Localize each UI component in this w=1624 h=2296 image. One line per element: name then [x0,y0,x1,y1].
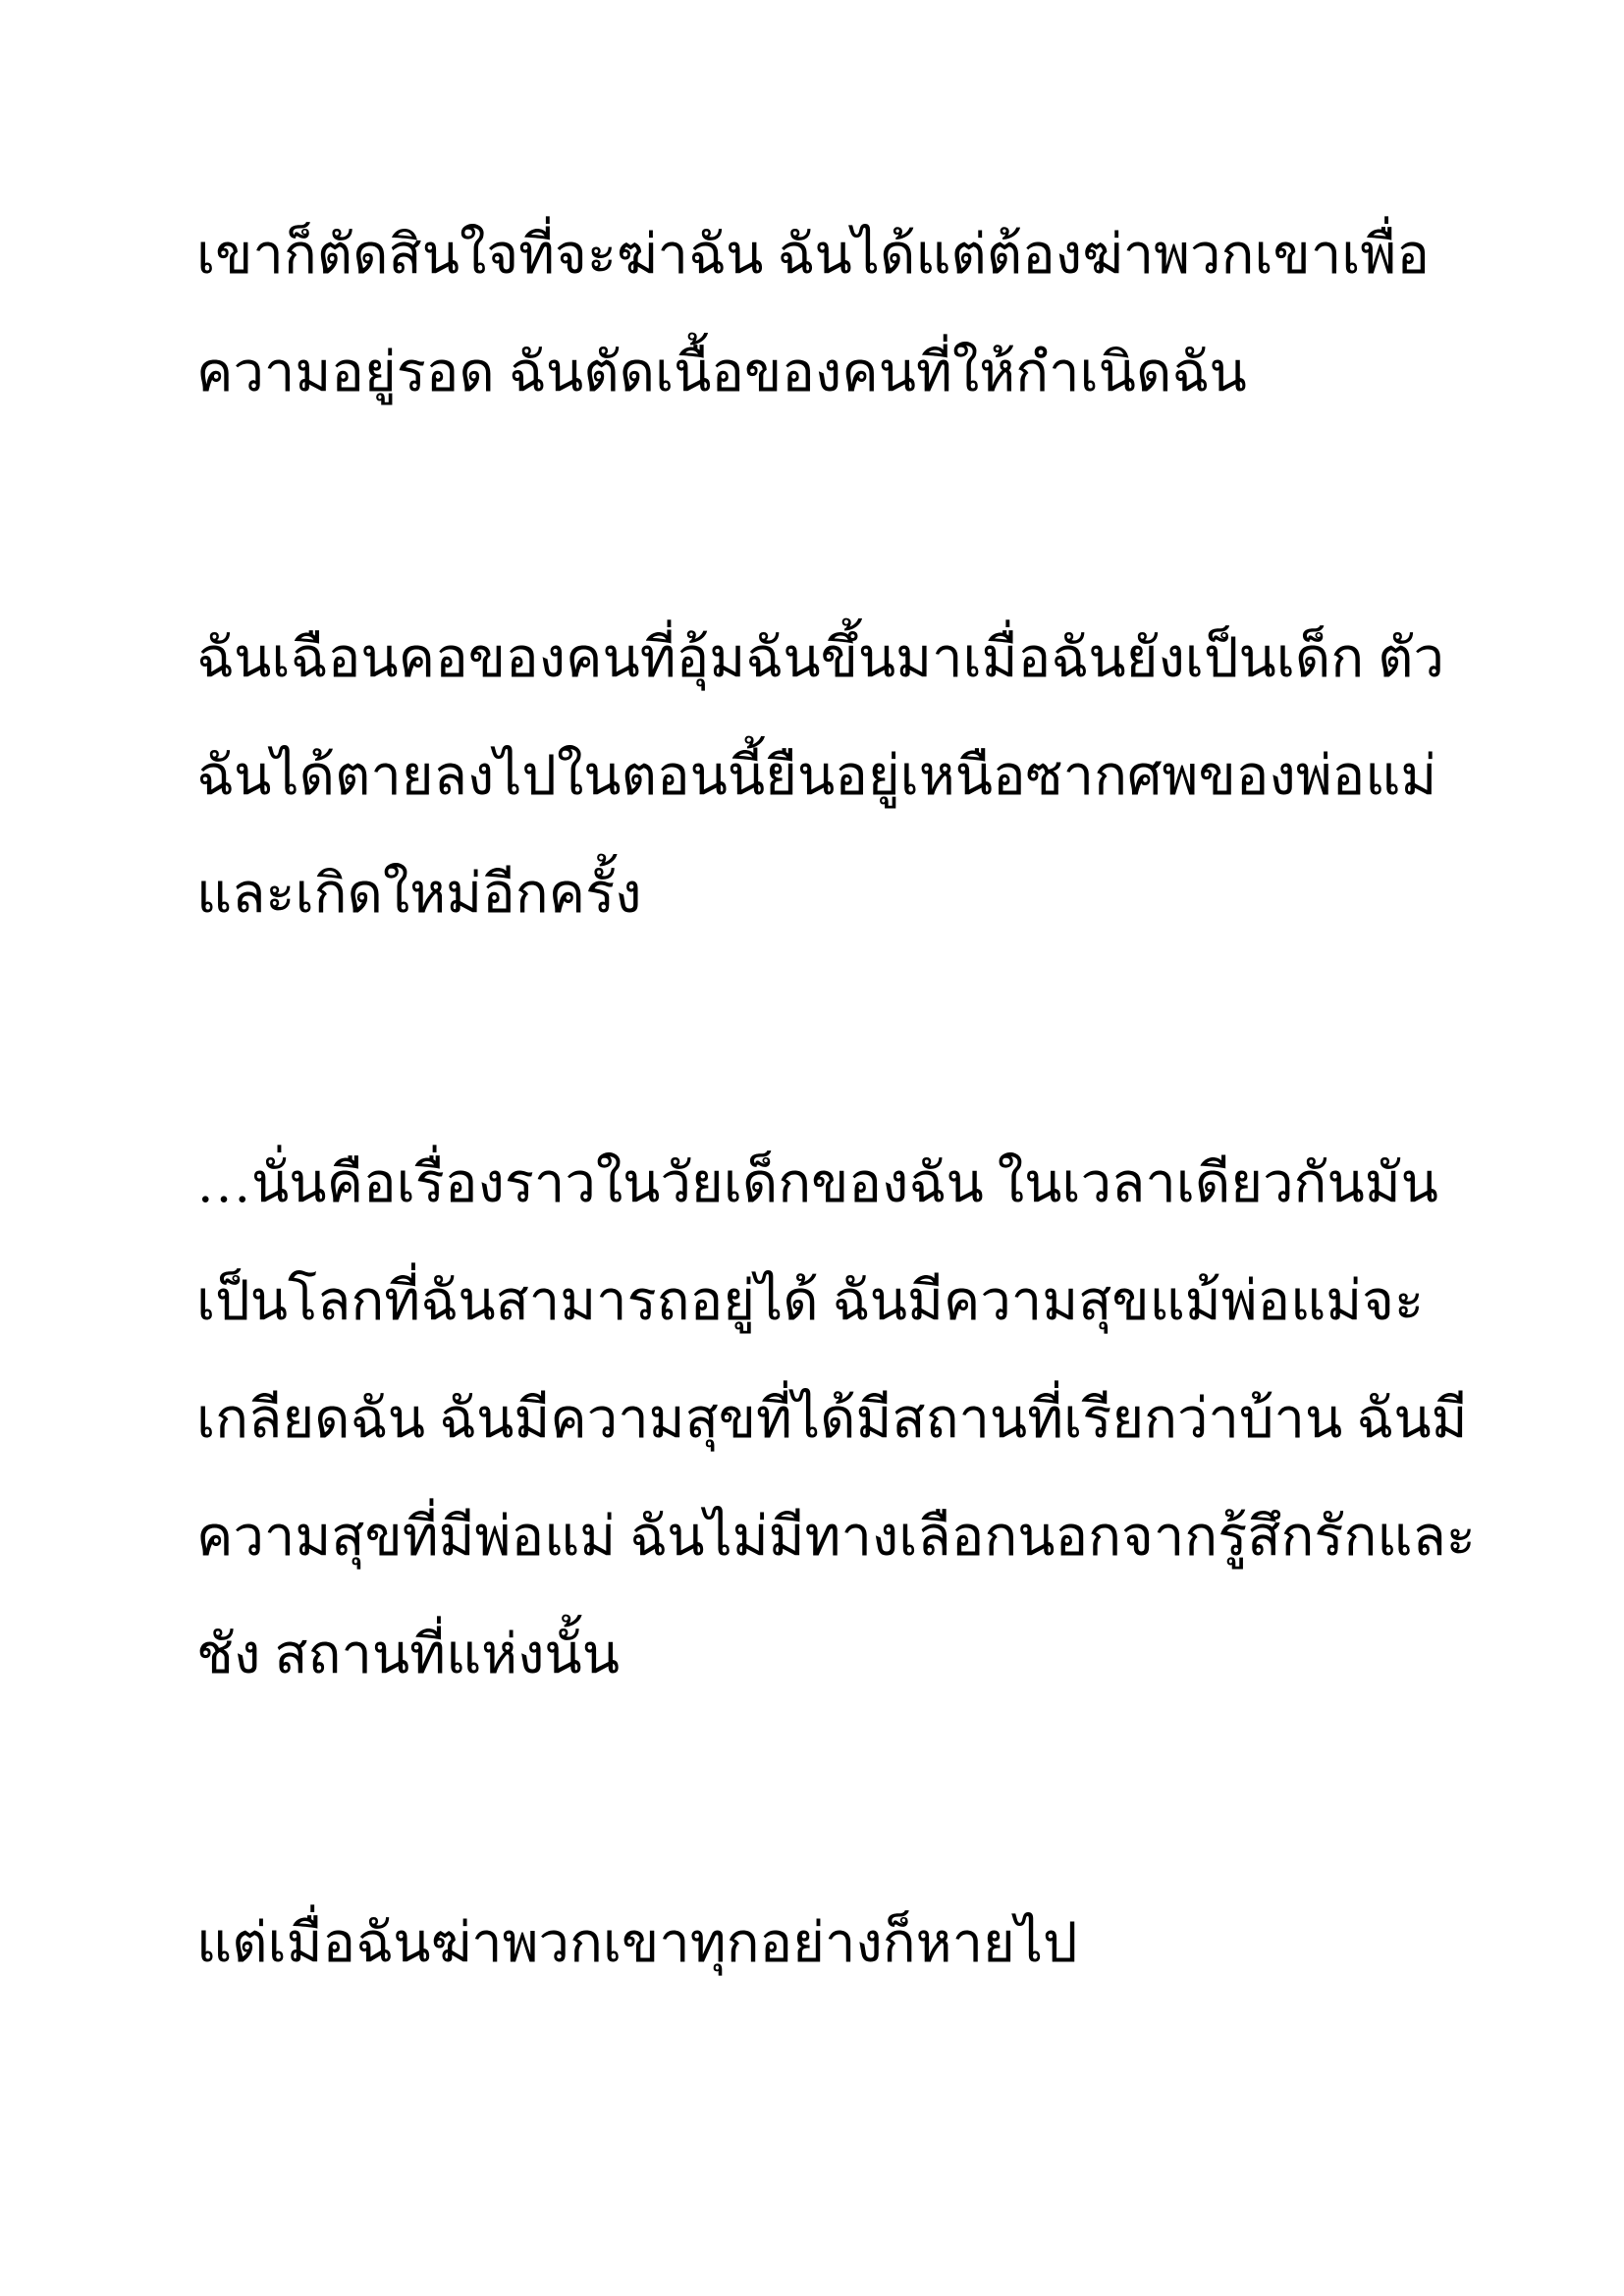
text-line: …นั่นคือเรื่องราวในวัยเด็กของฉัน ในเวลาเดียวกันมัน [196,1153,1438,1214]
text-line: ชัง สถานที่แห่งนั้น [196,1625,620,1685]
text-line: แต่เมื่อฉันฆ่าพวกเขาทุกอย่างก็หายไป [196,1913,1078,1974]
text-line: ความอยู่รอด ฉันตัดเนื้อของคนที่ให้กำเนิดฉัน [196,343,1247,403]
text-line: เป็นโลกที่ฉันสามารถอยู่ได้ ฉันมีความสุขแม้พ่อแม่จะ [196,1271,1425,1332]
text-line: และเกิดใหม่อีกครั้ง [196,864,642,925]
text-line: เขาก็ตัดสินใจที่จะฆ่าฉัน ฉันได้แต่ต้องฆ่าพวกเขาเพื่อ [196,225,1430,286]
text-line: ความสุขที่มีพ่อแม่ ฉันไม่มีทางเลือกนอกจากรู้สึกรักและ [196,1507,1476,1568]
text-line: ฉันเฉือนคอของคนที่อุ้มฉันขึ้นมาเมื่อฉันยังเป็นเด็ก ตัว [196,628,1444,689]
text-line: ฉันได้ตายลงไปในตอนนี้ยืนอยู่เหนือซากศพของพ่อแม่ [196,746,1437,807]
text-line: เกลียดฉัน ฉันมีความสุขที่ได้มีสถานที่เรียกว่าบ้าน ฉันมี [196,1389,1468,1450]
